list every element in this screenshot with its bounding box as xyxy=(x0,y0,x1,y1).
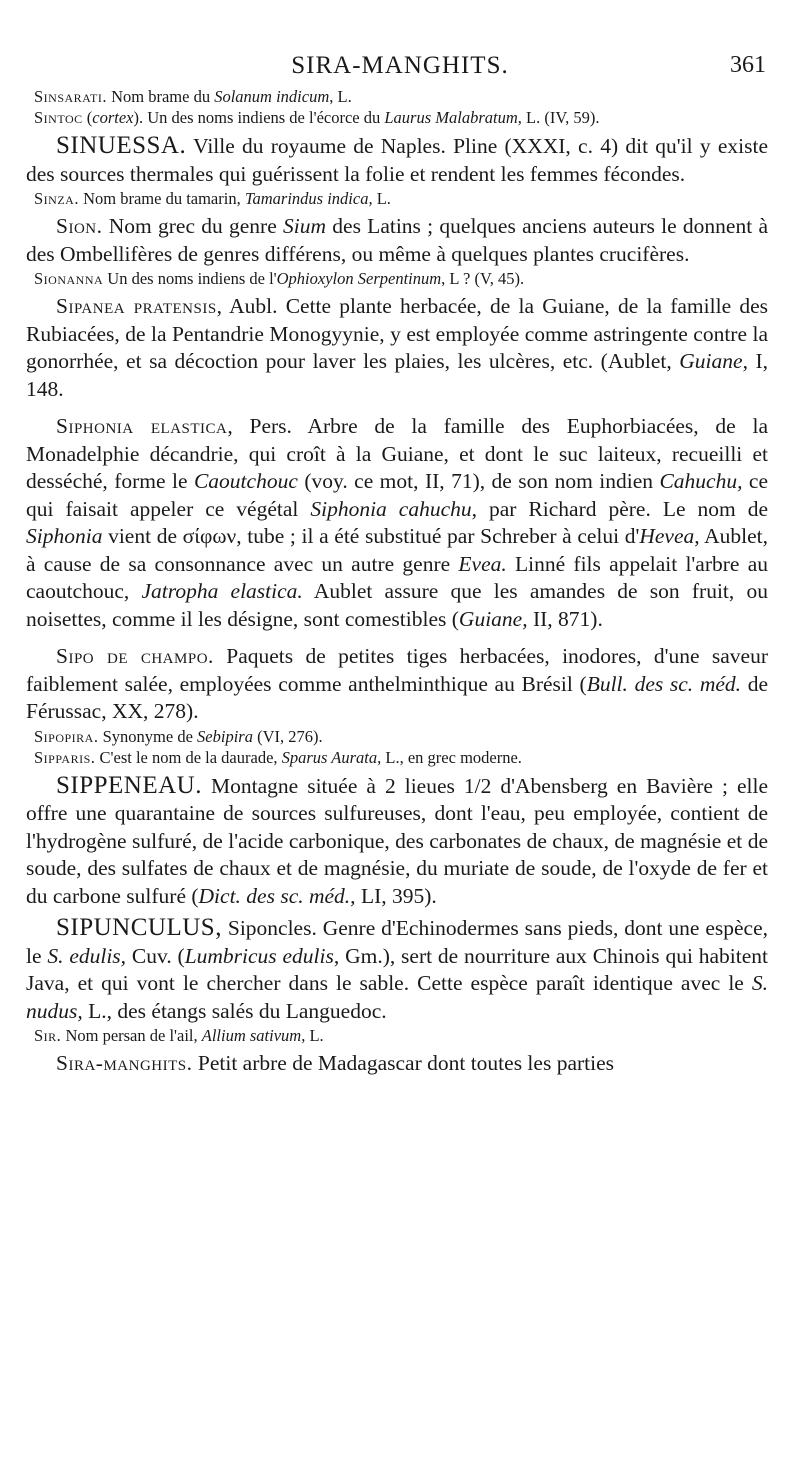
entry-sinza: Sinza. Nom brame du tamarin, Tamarindus indica, L. xyxy=(34,189,391,208)
entry-sipo-de-champo: Sipo de champo. Paquets de petites tiges herbacées, inodores, d'une saveur faiblement salée, employées comme anthelminthique au Brésil (Bull. des sc. méd. de Férussac, XX, 278). xyxy=(26,644,769,723)
entry-sir: Sir. Nom persan de l'ail, Allium sativum, L. xyxy=(34,1026,324,1045)
headword: Sipanea pratensis xyxy=(56,294,217,318)
entry-sippeneau: SIPPENEAU. Montagne située à 2 lieues 1/2 d'Abensberg en Bavière ; elle offre une quarantaine de sources sulfureuses, dont l'eau, peu employée, contient de l'hydrogène sulfuré, de l'acide carbonique, des carbonates de chaux, de magnésie et de soude, des sulfates de chaux et de magnésie, du muriate de soude, de l'oxyde de fer et du carbone sulfuré (Dict. des sc. méd., LI, 395). xyxy=(26,771,768,908)
entry-sionanna: Sionanna Un des noms indiens de l'Ophioxylon Serpentinum, L ? (V, 45). xyxy=(34,269,525,288)
entry-sipparis: Sipparis. C'est le nom de la daurade, Sparus Aurata, L., en grec moderne. xyxy=(34,747,522,767)
page-header xyxy=(0,52,800,82)
headword: Sinza. xyxy=(34,189,79,208)
headword: Sipopira. xyxy=(34,726,99,746)
entries-column xyxy=(26,86,768,1078)
headword: Sipo de champo. xyxy=(56,644,214,668)
entry-sipopira: Sipopira. Synonyme de Sebipira (VI, 276). xyxy=(34,726,323,746)
headword: Sir. xyxy=(34,1026,62,1045)
spacer xyxy=(26,633,768,639)
headword: Siphonia elastica xyxy=(56,414,228,438)
headword: Sintoc xyxy=(34,108,83,127)
entry-sion: Sion. Nom grec du genre Sium des Latins ; quelques anciens auteurs le donnent à des Ombellifères de genres différens, ou même à quelques plantes crucifères. xyxy=(26,214,768,266)
greek-word: σίφων xyxy=(182,524,237,548)
headword: Sipparis. xyxy=(34,747,96,767)
spacer xyxy=(26,403,768,409)
entry-sipunculus: SIPUNCULUS, Siponcles. Genre d'Echinodermes sans pieds, dont une espèce, le S. edulis, Cuv. (Lumbricus edulis, Gm.), sert de nourriture aux Chinois qui habitent Java, et qui vont le chercher dans le sable. Cette espèce paraît identique avec le S. nudus, L., des étangs salés du Languedoc. xyxy=(26,914,768,1023)
headword: Sinsarati. xyxy=(34,87,107,106)
entry-siphonia: Siphonia elastica, Pers. Arbre de la famille des Euphorbiacées, de la Monadelphie décandrie, qui croît à la Guiane, et dont le suc laiteux, recueilli et desséché, forme le Caoutchouc (voy. ce mot, II, 71), de son nom indien Cahuchu, ce qui faisait appeler ce végétal Siphonia cahuchu, par Richard père. Le nom de Siphonia vient de σίφων, tube ; il a été substitué par Schreber à celui d'Hevea, Aublet, à cause de sa consonnance avec un autre genre Evea. Linné fils appelait l'arbre au caoutchouc, Jatropha elastica. Aublet assure que les amandes de son fruit, ou noisettes, comme il les désigne, sont comestibles (Guiane, II, 871). xyxy=(26,414,769,631)
headword: Sira-manghits. xyxy=(56,1051,193,1075)
entry-sipanea: Sipanea pratensis, Aubl. Cette plante herbacée, de la Guiane, de la famille des Rubiacées, de la Pentandrie Monogyynie, y est employée comme astringente contre la gonorrhée, et sa décoction pour laver les plaies, les ulcères, etc. (Aublet, Guiane, I, 148. xyxy=(26,294,769,401)
headword: SIPUNCULUS, xyxy=(56,914,222,941)
entry-sinuessa: SINUESSA. Ville du royaume de Naples. Pline (XXXI, c. 4) dit qu'il y existe des sources thermales qui guérissent la folie et rendent les femmes fécondes. xyxy=(26,132,768,186)
entry-sira-manghits: Sira-manghits. Petit arbre de Madagascar dont toutes les parties xyxy=(56,1051,614,1075)
page-number: 361 xyxy=(730,52,766,78)
entry-sinsarati: Sinsarati. Nom brame du Solanum indicum, L. xyxy=(34,87,352,106)
headword: Sionanna xyxy=(34,269,104,288)
entry-sintoc: Sintoc (cortex). Un des noms indiens de l'écorce du Laurus Malabratum, L. (IV, 59). xyxy=(34,108,600,127)
headword: SIPPENEAU. xyxy=(56,771,202,799)
headword: Sion. xyxy=(56,214,103,238)
running-head: SIRA-MANGHITS. xyxy=(291,52,509,79)
headword: SINUESSA. xyxy=(56,132,187,159)
